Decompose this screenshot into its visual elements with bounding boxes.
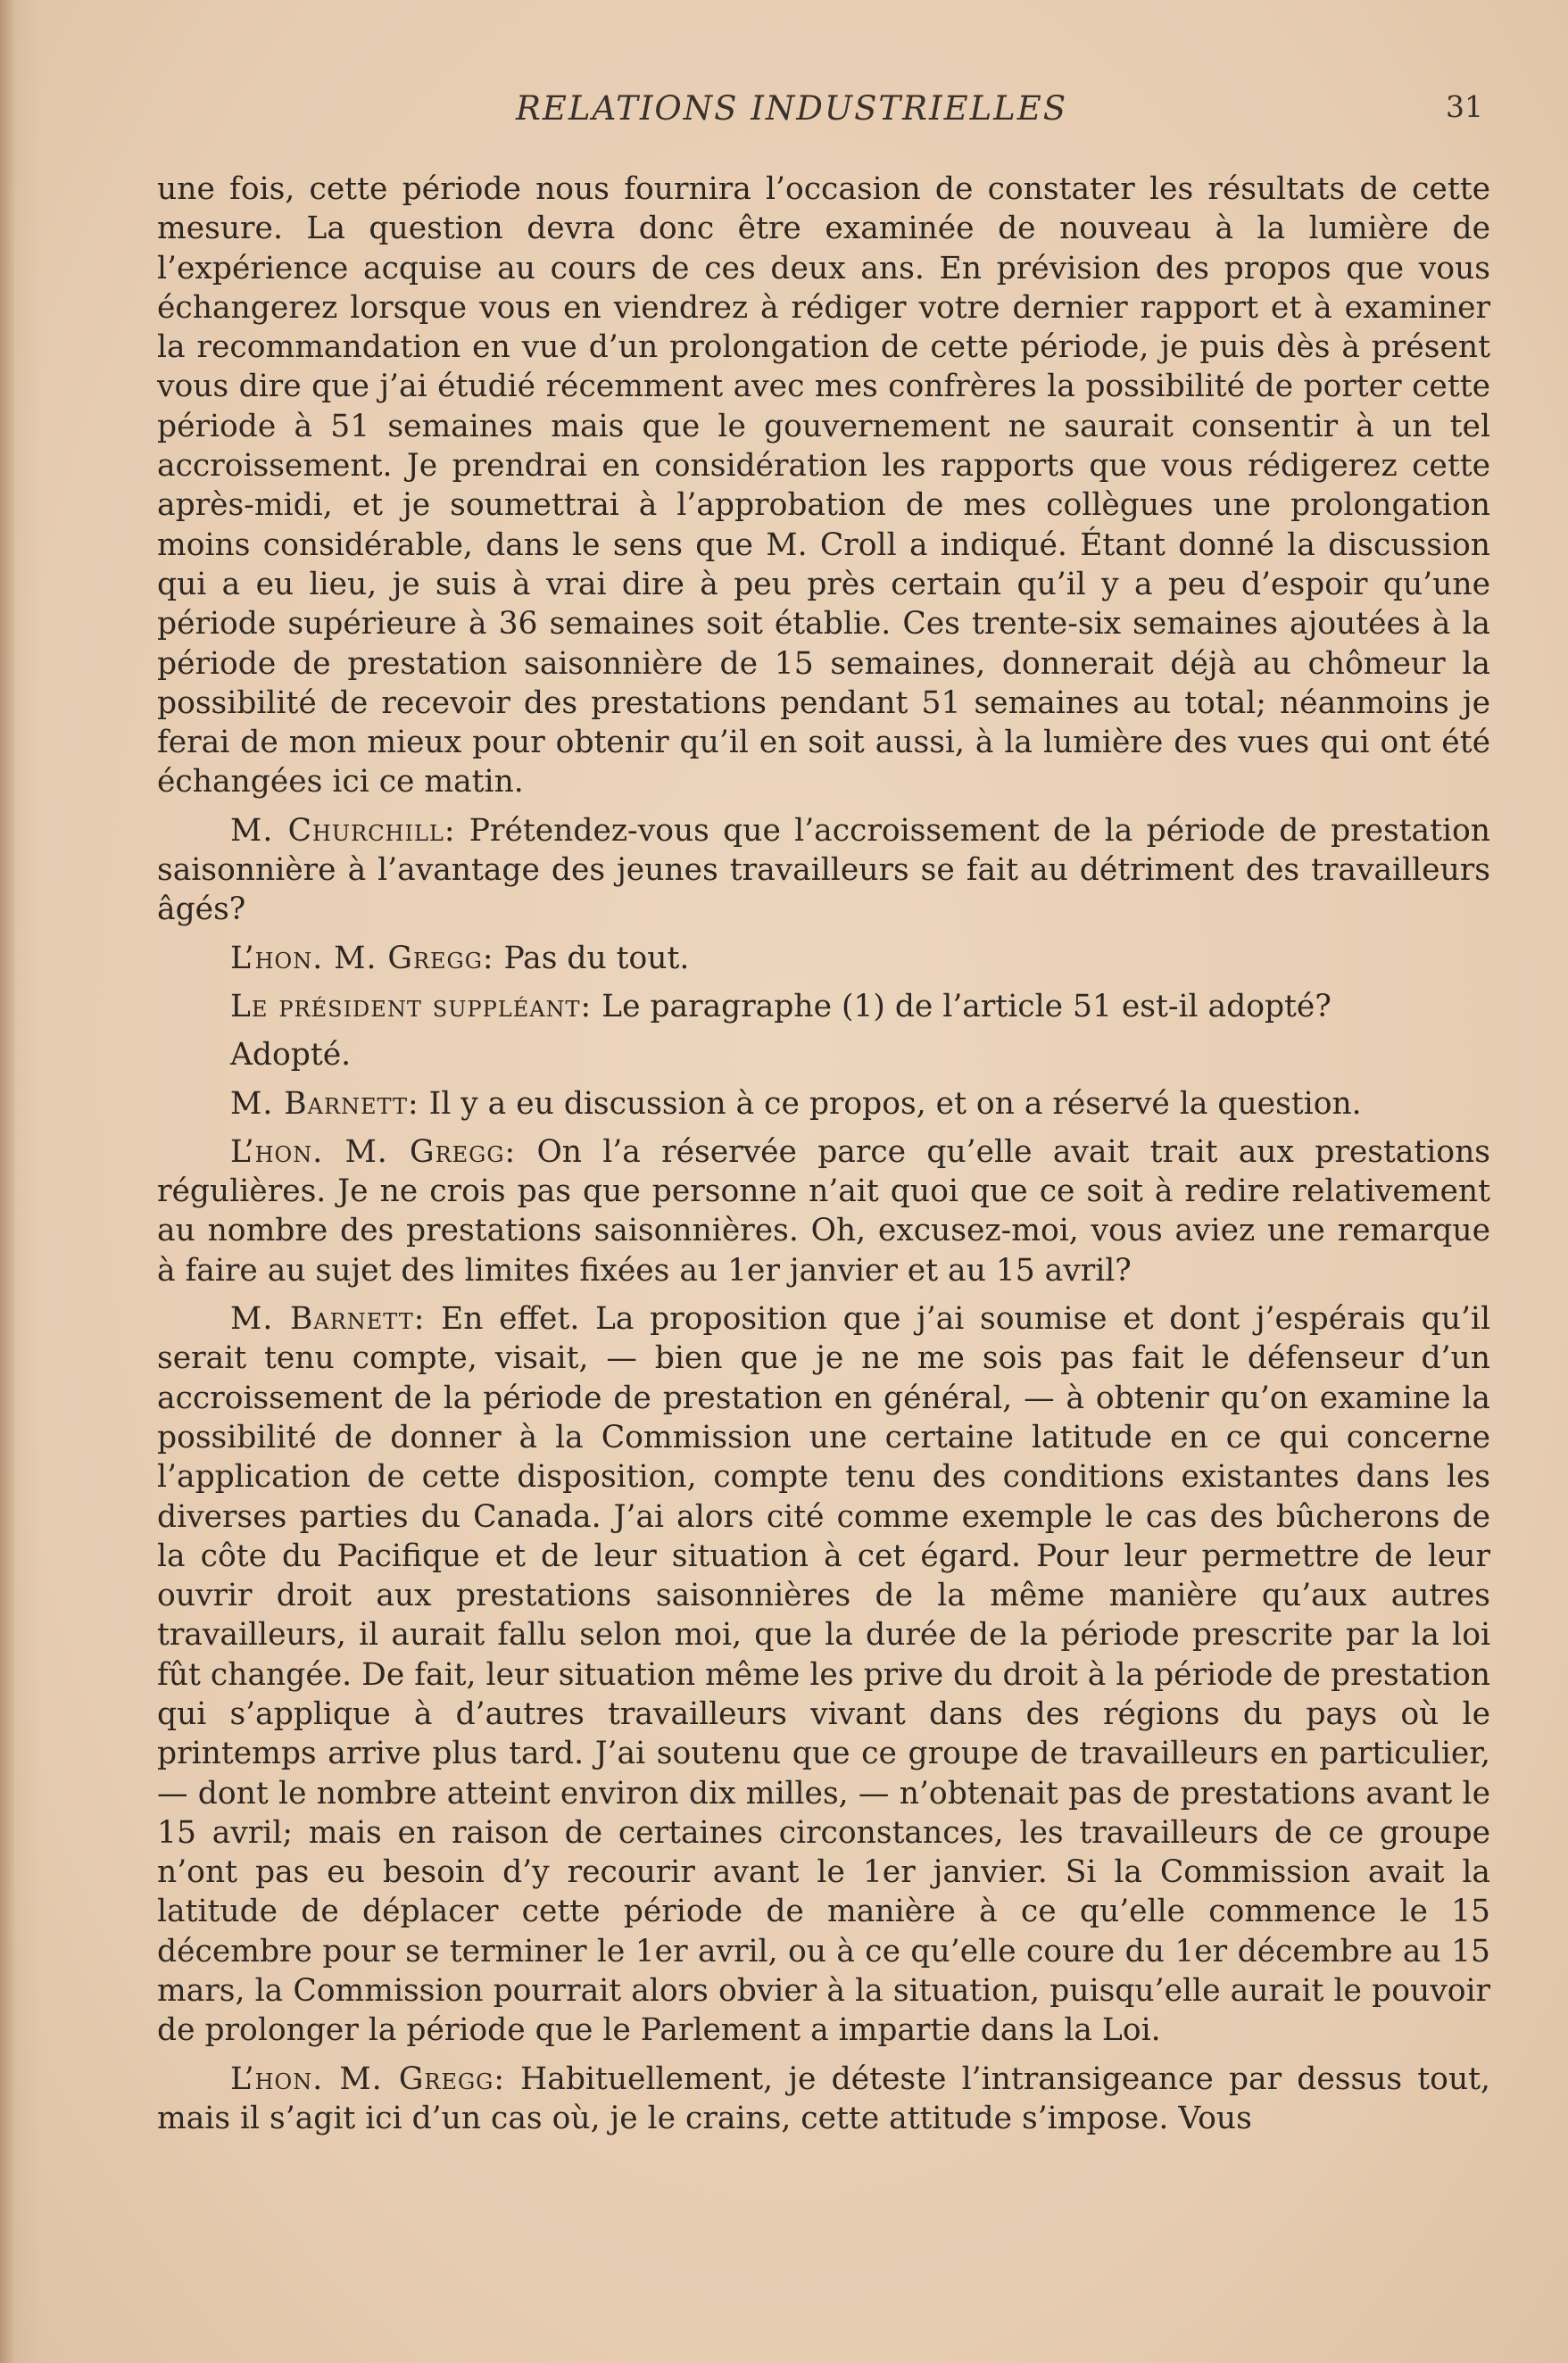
paragraph bbox=[157, 987, 1490, 1026]
speaker-name: Le président suppléant: bbox=[230, 988, 593, 1024]
paragraph bbox=[157, 1035, 1490, 1074]
paragraph bbox=[157, 170, 1490, 802]
paragraph-text: Prétendez-vous que l’accroissement de la période de prestation saisonnière à l’avantage des jeunes travailleurs se fait au détriment des travailleurs âgés? bbox=[157, 812, 1491, 928]
paragraph-text: Le paragraphe (1) de l’article 51 est-il adopté? bbox=[592, 988, 1332, 1024]
speaker-name: M. Barnett: bbox=[230, 1085, 419, 1122]
running-title: RELATIONS INDUSTRIELLES bbox=[516, 89, 1068, 128]
paragraph bbox=[157, 1132, 1490, 1290]
paragraph-text: Adopté. bbox=[230, 1037, 352, 1074]
paragraph bbox=[157, 811, 1490, 930]
paragraph-text: On l’a réservée parce qu’elle avait trait aux prestations régulières. Je ne crois pas que personne n’ait quoi que ce soit à redire relativement au nombre des prestations saisonnières. Oh, excusez-moi, vous aviez une remarque à faire au sujet des limites fixées au 1er janvier et au 15 avril? bbox=[157, 1133, 1490, 1289]
paragraph bbox=[157, 1084, 1490, 1123]
paragraph-text: En effet. La proposition que j’ai soumise et dont j’espérais qu’il serait tenu compte, visait, — bien que je ne me sois pas fait le défenseur d’un accroissement de la période de prestation en général, — à obtenir qu’on examine la possibilité de donner à la Commission une certaine latitude en ce qui concerne l’application de cette disposition, compte tenu des conditions existantes dans les diverses parties du Canada. J’ai alors cité comme exemple le cas des bûcherons de la côte du Pacifique et de leur situation à cet égard. Pour leur permettre de leur ouvrir droit aux prestations saisonnières de la même manière qu’aux autres travailleurs, il aurait fallu selon moi, que la durée de la période prescrite par la loi fût changée. De fait, leur situation même les prive du droit à la période de prestation qui s’applique à d’autres travailleurs vivant dans des régions du pays où le printemps arrive plus tard. J’ai soutenu que ce groupe de travailleurs en particulier, — dont le nombre atteint environ dix milles, — n’obtenait pas de prestations avant le 15 avril; mais en raison de certaines circonstances, les travailleurs de ce groupe n’ont pas eu besoin d’y recourir avant le 1er janvier. Si la Commission avait la latitude de déplacer cette période de manière à ce qu’elle commence le 15 décembre pour se terminer le 1er avril, ou à ce qu’elle coure du 1er décembre au 15 mars, la Commission pourrait alors obvier à la situation, puisqu’elle aurait le pouvoir de prolonger la période que le Parlement a impartie dans la Loi. bbox=[157, 1301, 1490, 2049]
speaker-name: L’hon. M. Gregg: bbox=[230, 2060, 505, 2097]
paragraph-text: Habituellement, je déteste l’intransigeance par dessus tout, mais il s’agit ici d’un cas où, je le crains, cette attitude s’impose. Vous bbox=[157, 2060, 1490, 2136]
speaker-name: M. Churchill: bbox=[230, 812, 456, 849]
body-text bbox=[157, 170, 1490, 2138]
paragraph bbox=[157, 1299, 1490, 2051]
paragraph-text: Il y a eu discussion à ce propos, et on a réservé la question. bbox=[419, 1085, 1362, 1122]
paragraph bbox=[157, 2060, 1490, 2139]
paragraph-text: Pas du tout. bbox=[494, 940, 690, 976]
paragraph bbox=[157, 939, 1490, 978]
page-header bbox=[0, 89, 1568, 134]
binding-edge bbox=[0, 0, 14, 2363]
paragraph-text: une fois, cette période nous fournira l’occasion de constater les résultats de cette mesure. La question devra donc être examinée de nouveau à la lumière de l’expérience acquise au cours de ces deux ans. En prévision des propos que vous échangerez lorsque vous en viendrez à rédiger votre dernier rapport et à examiner la recommandation en vue d’un prolongation de cette période, je puis dès à présent vous dire que j’ai étudié récemment avec mes confrères la possibilité de porter cette période à 51 semaines mais que le gouvernement ne saurait consentir à un tel accroissement. Je prendrai en considération les rapports que vous rédigerez cette après-midi, et je soumettrai à l’approbation de mes collègues une prolongation moins considérable, dans le sens que M. Croll a indiqué. Étant donné la discussion qui a eu lieu, je suis à vrai dire à peu près certain qu’il y a peu d’espoir qu’une période supérieure à 36 semaines soit établie. Ces trente-six semaines ajoutées à la période de prestation saisonnière de 15 semaines, donnerait déjà au chômeur la possibilité de recevoir des prestations pendant 51 semaines au total; néanmoins je ferai de mon mieux pour obtenir qu’il en soit aussi, à la lumière des vues qui ont été échangées ici ce matin. bbox=[157, 171, 1490, 800]
speaker-name: M. Barnett: bbox=[230, 1301, 426, 1338]
speaker-name: L’hon. M. Gregg: bbox=[230, 940, 494, 976]
speaker-name: L’hon. M. Gregg: bbox=[230, 1133, 517, 1170]
page-number: 31 bbox=[1446, 89, 1483, 124]
